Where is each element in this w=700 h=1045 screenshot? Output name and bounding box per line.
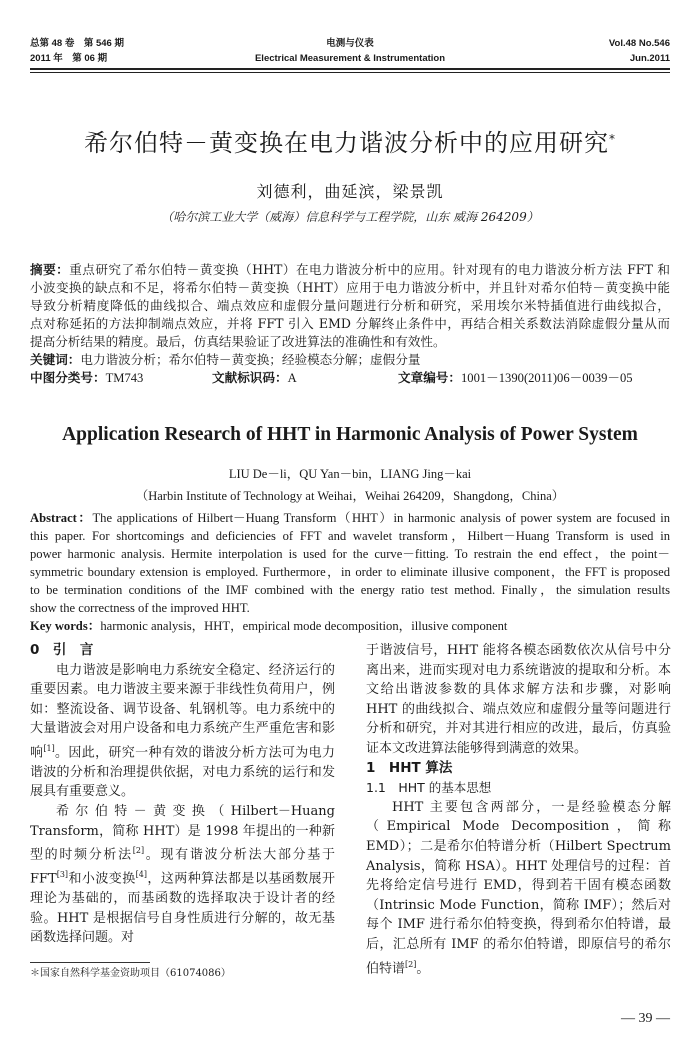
- authors-en: LIU De－li，QU Yan－bin，LIANG Jing－kai: [228, 467, 472, 481]
- abstract-cn-line-3: 导致分析精度降低的曲线拟合、端点效应和虚假分量问题进行分析和研究，采用埃尔米特插值进行曲线拟合，: [30, 298, 670, 313]
- clc-value: TM743: [105, 371, 144, 385]
- journal-vol-no: Vol.48 No.546: [608, 38, 670, 49]
- abstract-en-line-1: Abstract：The applications of Hilbert－Huang Transform（HHT）in harmonic analysis of power system are focused in: [30, 511, 670, 525]
- footnote-rule: [30, 962, 150, 963]
- keywords-en-label: Key words：: [30, 619, 101, 633]
- journal-name-en: Electrical Measurement & Instrumentation: [254, 53, 446, 64]
- authors-cn: 刘德利，曲延滨，梁景凯: [256, 182, 444, 201]
- intro-paragraph-continued: 于谐波信号，HHT 能将各模态函数依次从信号中分离出来，进而实现对电力系统谐波的提取和分析。本文给出谐波参数的具体求解方法和步骤，对影响 HHT 的曲线拟合、端点效应和虚假分量等问题进行分析和研究，并对其进行相应的改进，最后，仿真验证本文改进算法能够得到满意的效果。: [366, 643, 671, 756]
- keywords-cn: 关键词：电力谐波分析；希尔伯特－黄变换；经验模态分解；虚假分量: [30, 352, 421, 367]
- right-column: [366, 641, 671, 978]
- keywords-en: Key words：harmonic analysis，HHT，empirical mode decomposition，illusive component: [30, 619, 508, 633]
- abstract-en-line-2: this paper. For shortcomings and deficiencies of FFT and wavelet transform，Hilbert－Huang Transform is used in: [30, 529, 670, 543]
- citation-2b: [2]: [405, 959, 417, 969]
- affiliation-cn: （哈尔滨工业大学（威海）信息科学与工程学院，山东 威海 264209）: [161, 210, 539, 224]
- clc-label: 中图分类号：: [30, 370, 106, 385]
- journal-date: Jun.2011: [629, 53, 670, 64]
- citation-2: [2]: [132, 846, 145, 856]
- header-rule: [30, 68, 670, 70]
- abstract-cn-label: 摘要：: [30, 262, 70, 277]
- section-heading-intro: 0 引 言: [30, 642, 94, 658]
- header-rule-thin: [30, 72, 670, 73]
- hht-paragraph: HHT 主要包含两部分，一是经验模态分解（Empirical Mode Decomposition，简称 EMD）；二是希尔伯特谱分析（Hilbert Spectrum Analysis，简称 HSA）。HHT 处理信号的过程：首先将给定信号进行 EMD，得到若干固有模态函数（Intrinsic Mode Function，简称 IMF）；然后对每个 IMF 进行希尔伯特变换，得到希尔伯特谱，最后，汇总所有 IMF 的希尔伯特谱，即原信号的希尔伯特谱[2]。: [366, 799, 671, 976]
- abstract-en-line-4: symmetric boundary extension is employed. Furthermore，in order to eliminate illusive component，the FFT is proposed: [30, 565, 670, 579]
- page-number: — 39 —: [621, 1011, 670, 1026]
- paper-title-en: Application Research of HHT in Harmonic Analysis of Power System: [62, 424, 638, 445]
- doc-code: 文献标识码：A: [212, 370, 297, 385]
- section-heading-hht: 1 HHT 算法: [366, 759, 453, 776]
- abstract-cn-line-1: 摘要：重点研究了希尔伯特－黄变换（HHT）在电力谐波分析中的应用。针对现有的电力谐波分析方法 FFT 和: [30, 262, 670, 277]
- citation-4: [4]: [135, 870, 147, 880]
- intro-paragraph-1: 电力谐波是影响电力系统安全稳定、经济运行的重要因素。电力谐波主要来源于非线性负荷用户，例如：整流设备、调节设备、轧钢机等。电力系统中的大量谐波会对用户设备和电力系统产生严重危害和影响[1]。因此，研究一种有效的谐波分析方法可为电力谐波的分析和治理提供依据，对电力系统的运行和发展具有重要意义。: [30, 662, 335, 800]
- journal-volume-issue: 总第 48 卷 第 546 期: [30, 38, 124, 49]
- paper-title-cn: 希尔伯特－黄变换在电力谐波分析中的应用研究*: [84, 129, 616, 157]
- abstract-en-label: Abstract：: [30, 511, 93, 525]
- abstract-cn-line-4: 点对称延拓的方法抑制端点效应，并将 FFT 引入 EMD 分解终止条件中，再结合相关系数法消除虚假分量从而: [30, 316, 670, 331]
- abstract-en-line-5: to be termination conditions of the IMF combined with the energy ratio test method. Finally，the simulation results: [30, 583, 670, 597]
- abstract-en-line-3: power harmonic analysis. Hermite interpolation is used for the curve－fitting. To restrain the end effect，the point－: [30, 547, 670, 561]
- funding-footnote: ＊国家自然科学基金资助项目（61074086）: [30, 968, 231, 979]
- abstract-en-line-6: show the correctness of the improved HHT.: [30, 601, 250, 615]
- keywords-cn-label: 关键词：: [30, 352, 81, 367]
- citation-3: [3]: [56, 870, 69, 880]
- article-number: 文章编号：1001－1390(2011)06－0039－05: [398, 370, 633, 385]
- intro-paragraph-2: 希尔伯特－黄变换（Hilbert－Huang Transform，简称 HHT）是 1998 年提出的一种新型的时频分析法[2]。现有谐波分析法大部分基于 FFT[3]和小波变换[4]，这两种算法都是以基函数展开理论为基础的，而基函数的选择取决于设计者的经验。HHT 是根据信号自身性质进行分解的，故无基函数选择问题。对: [30, 804, 335, 946]
- citation-1: [1]: [43, 743, 55, 753]
- affiliation-en: （Harbin Institute of Technology at Weihai，Weihai 264209，Shangdong，China）: [135, 489, 565, 503]
- title-footnote-mark: *: [609, 132, 616, 146]
- journal-year-issue: 2011 年 第 06 期: [30, 53, 108, 64]
- journal-name-cn: 电测与仪表: [326, 38, 374, 49]
- subsection-heading-basic-idea: 1.1 HHT 的基本思想: [366, 780, 492, 796]
- abstract-cn-line-2: 小波变换的缺点和不足，将希尔伯特－黄变换（HHT）应用于电力谐波分析中，并且针对希尔伯特－黄变换中能: [30, 280, 670, 295]
- abstract-cn-line-5: 提高分析结果的精度。最后，仿真结果验证了改进算法的准确性和有效性。: [30, 334, 446, 349]
- left-column: [30, 641, 335, 948]
